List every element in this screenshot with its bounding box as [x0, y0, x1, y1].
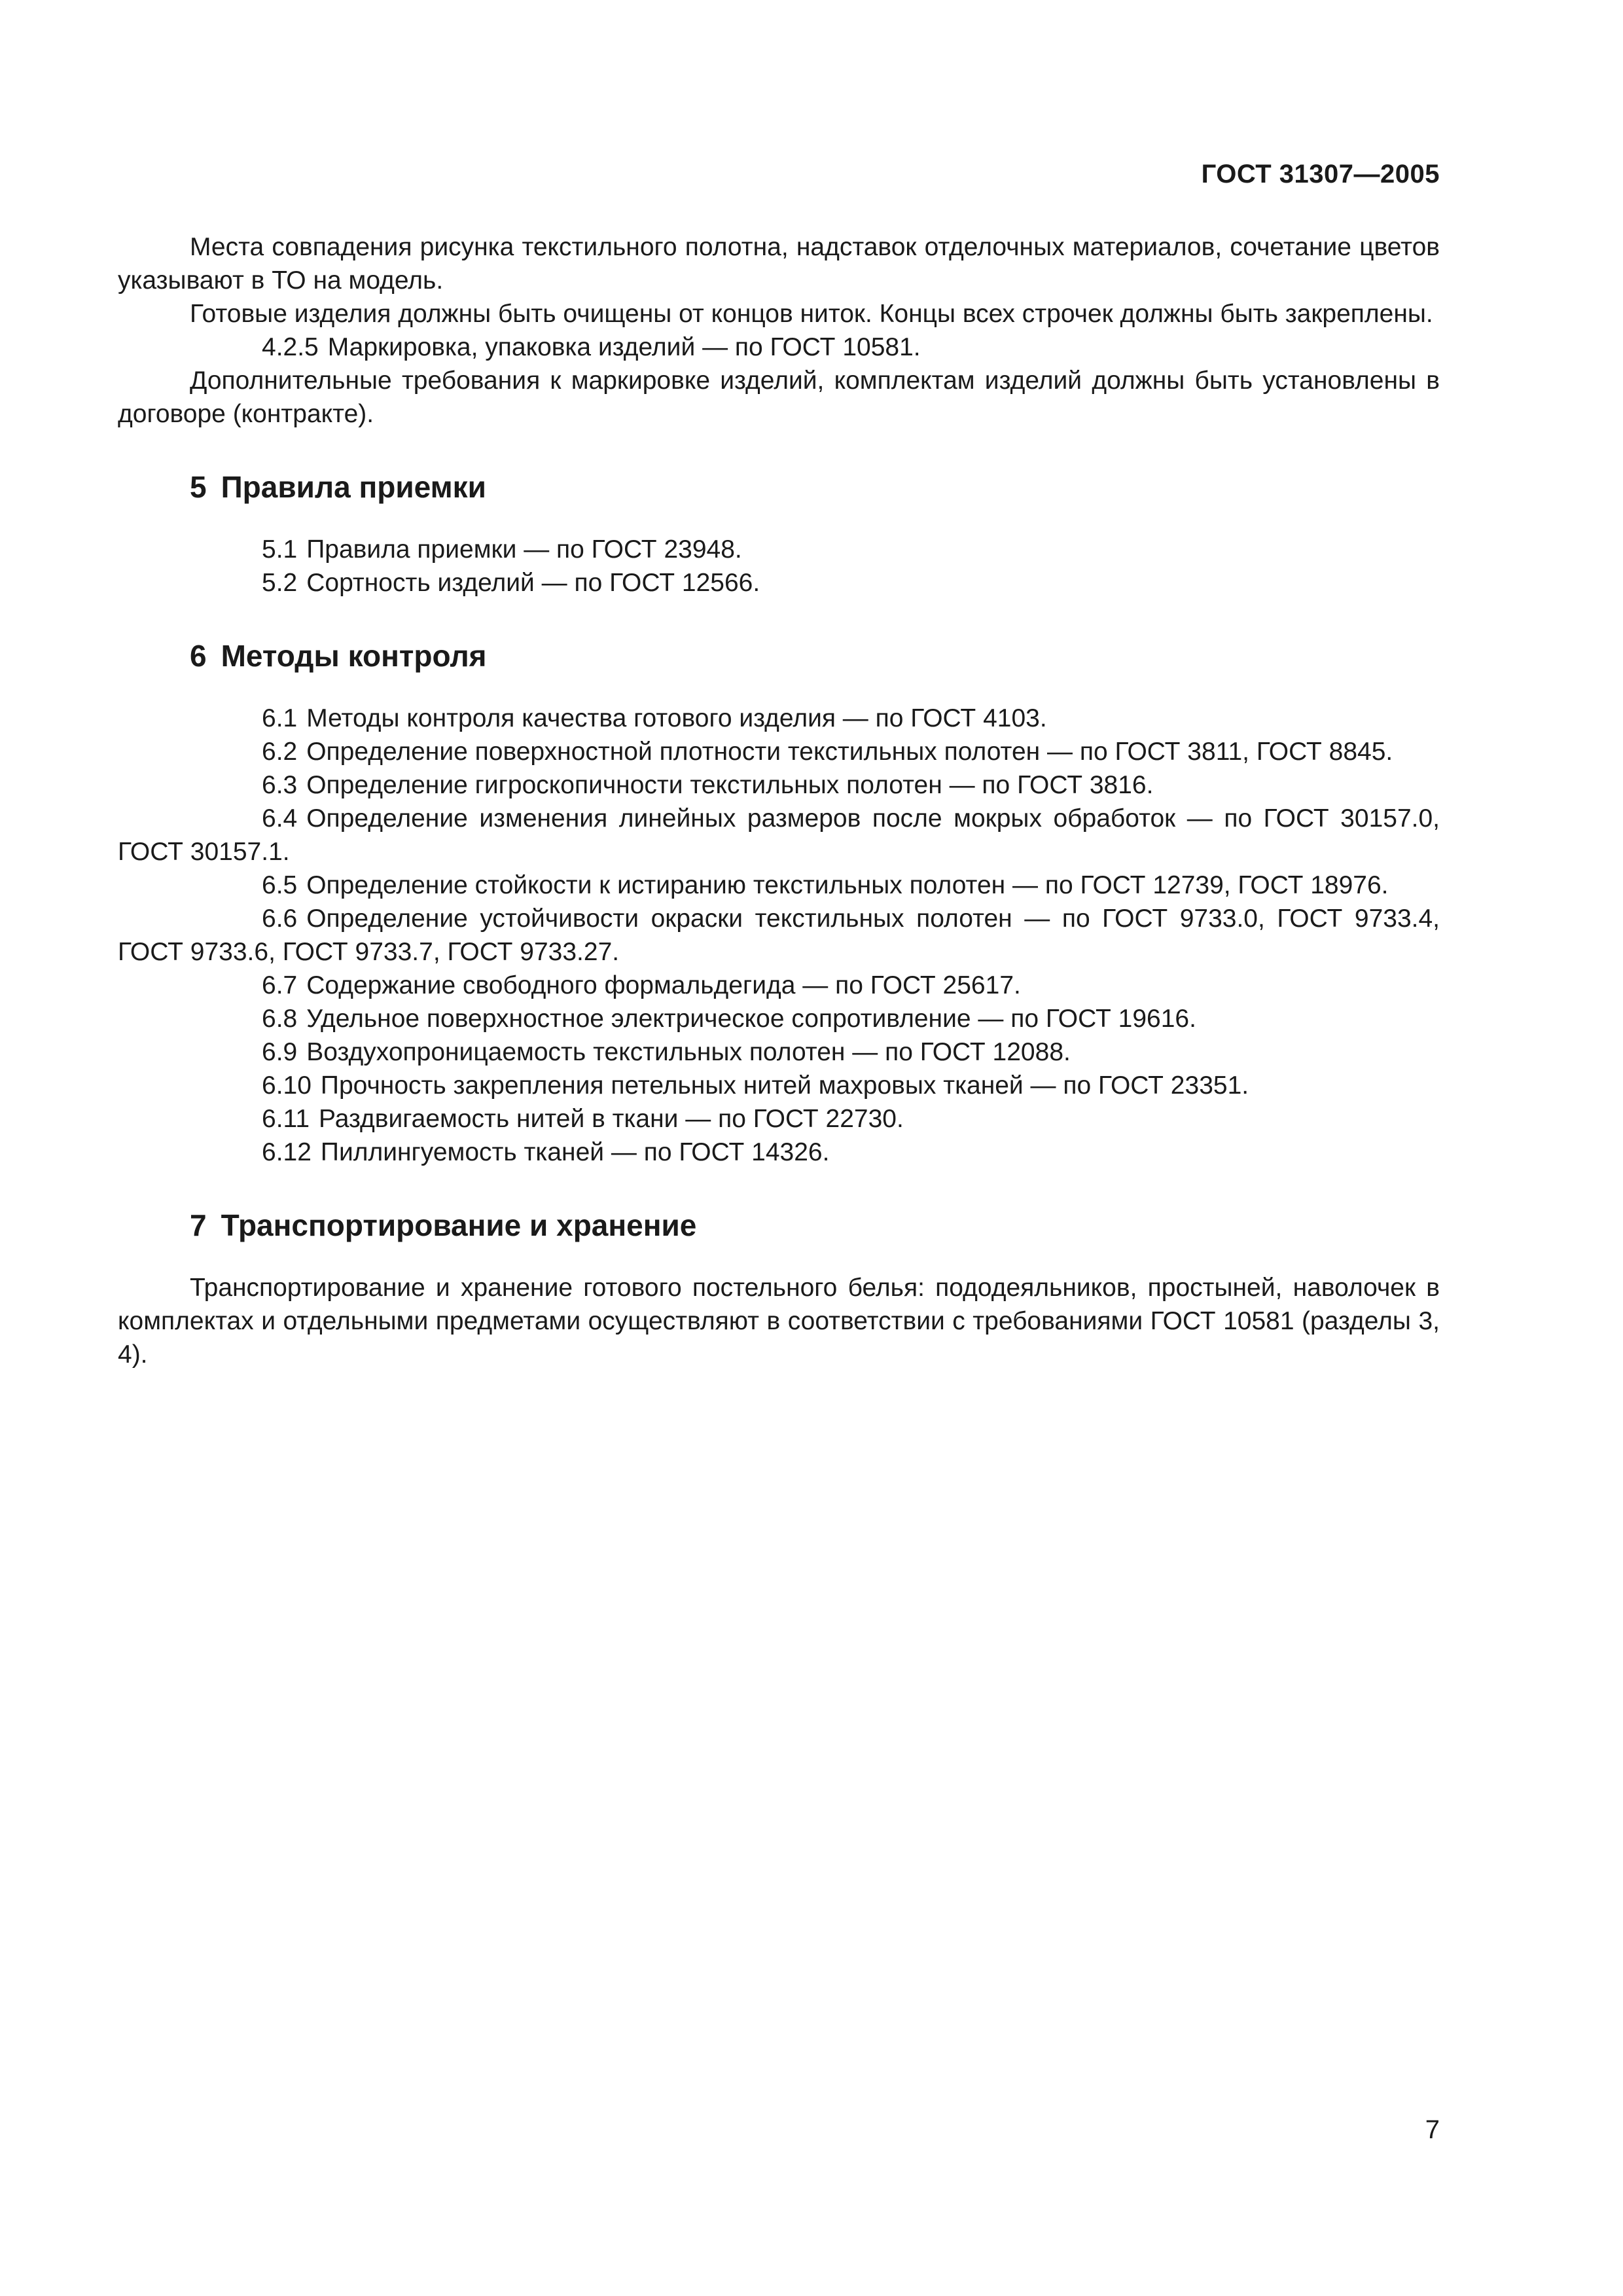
clause-text: Воздухопроницаемость текстильных полотен — по ГОСТ 12088.	[306, 1038, 1071, 1066]
clause-number: 6.2	[262, 738, 298, 766]
paragraph-additional-marking: Дополнительные требования к маркировке изделий, комплектам изделий должны быть установлены в договоре (контракте).	[118, 367, 1440, 428]
section-number: 7	[190, 1208, 207, 1242]
clause-5-2	[118, 566, 1440, 600]
clause-text: Удельное поверхностное электрическое сопротивление — по ГОСТ 19616.	[306, 1005, 1196, 1033]
section-6-heading	[118, 636, 1440, 675]
clause-number: 6.3	[262, 771, 298, 799]
section-title: Методы контроля	[221, 639, 487, 673]
clause-6-5	[118, 869, 1440, 902]
section-title: Правила приемки	[221, 470, 486, 504]
clause-number: 5.1	[262, 535, 298, 564]
clause-text: Определение устойчивости окраски текстильных полотен — по ГОСТ 9733.0, ГОСТ 9733.4, ГОСТ 9733.6, ГОСТ 9733.7, ГОСТ 9733.27.	[118, 905, 1440, 966]
paragraph-thread-ends: Готовые изделия должны быть очищены от концов ниток. Концы всех строчек должны быть закреплены.	[190, 300, 1433, 328]
clause-6-4	[118, 802, 1440, 869]
section-number: 5	[190, 470, 207, 504]
clause-number: 6.8	[262, 1005, 298, 1033]
clause-number: 6.6	[262, 905, 298, 933]
section-number: 6	[190, 639, 207, 673]
clause-text: Методы контроля качества готового изделия — по ГОСТ 4103.	[306, 704, 1047, 732]
clause-text: Пиллингуемость тканей — по ГОСТ 14326.	[320, 1138, 830, 1166]
clause-number: 5.2	[262, 569, 298, 597]
page-number: 7	[1425, 2115, 1440, 2144]
clause-number: 6.4	[262, 804, 298, 833]
clause-6-12	[118, 1136, 1440, 1169]
clause-text: Маркировка, упаковка изделий — по ГОСТ 10581.	[327, 333, 921, 361]
clause-6-10	[118, 1069, 1440, 1102]
section-7-heading	[118, 1206, 1440, 1245]
clause-6-3	[118, 768, 1440, 802]
section-5-heading	[118, 467, 1440, 507]
clause-text: Сортность изделий — по ГОСТ 12566.	[306, 569, 760, 597]
clause-text: Определение стойкости к истиранию текстильных полотен — по ГОСТ 12739, ГОСТ 18976.	[306, 871, 1389, 899]
clause-number: 6.5	[262, 871, 298, 899]
document-body	[118, 230, 1440, 1371]
clause-6-1	[118, 702, 1440, 735]
clause-5-1	[118, 533, 1440, 566]
clause-text: Прочность закрепления петельных нитей махровых тканей — по ГОСТ 23351.	[320, 1071, 1249, 1100]
clause-number: 6.1	[262, 704, 298, 732]
clause-text: Правила приемки — по ГОСТ 23948.	[306, 535, 742, 564]
clause-number: 4.2.5	[262, 333, 319, 361]
clause-number: 6.12	[262, 1138, 312, 1166]
paragraph-pattern-matching: Места совпадения рисунка текстильного полотна, надставок отделочных материалов, сочетание цветов указывают в ТО на модель.	[118, 233, 1440, 295]
clause-number: 6.11	[262, 1105, 310, 1133]
clause-text: Раздвигаемость нитей в ткани — по ГОСТ 22730.	[319, 1105, 904, 1133]
clause-6-2	[118, 735, 1440, 768]
clause-text: Содержание свободного формальдегида — по ГОСТ 25617.	[306, 971, 1021, 999]
document-page	[118, 0, 1440, 2296]
paragraph-transport-storage: Транспортирование и хранение готового постельного белья: пододеяльников, простыней, наволочек в комплектах и отдельными предметами осуществляют в соответствии с требованиями ГОСТ 10581 (разделы 3, 4).	[118, 1274, 1440, 1369]
clause-text: Определение изменения линейных размеров после мокрых обработок — по ГОСТ 30157.0, ГОСТ 30157.1.	[118, 804, 1440, 866]
clause-text: Определение поверхностной плотности текстильных полотен — по ГОСТ 3811, ГОСТ 8845.	[306, 738, 1393, 766]
clause-text: Определение гигроскопичности текстильных полотен — по ГОСТ 3816.	[306, 771, 1154, 799]
clause-6-7	[118, 969, 1440, 1002]
clause-6-8	[118, 1002, 1440, 1035]
clause-6-6	[118, 902, 1440, 969]
document-code-header: ГОСТ 31307—2005	[1201, 160, 1440, 188]
section-title: Транспортирование и хранение	[221, 1208, 697, 1242]
clause-4-2-5	[118, 331, 1440, 364]
clause-6-11	[118, 1102, 1440, 1136]
clause-number: 6.7	[262, 971, 298, 999]
clause-number: 6.9	[262, 1038, 298, 1066]
clause-number: 6.10	[262, 1071, 312, 1100]
clause-6-9	[118, 1035, 1440, 1069]
